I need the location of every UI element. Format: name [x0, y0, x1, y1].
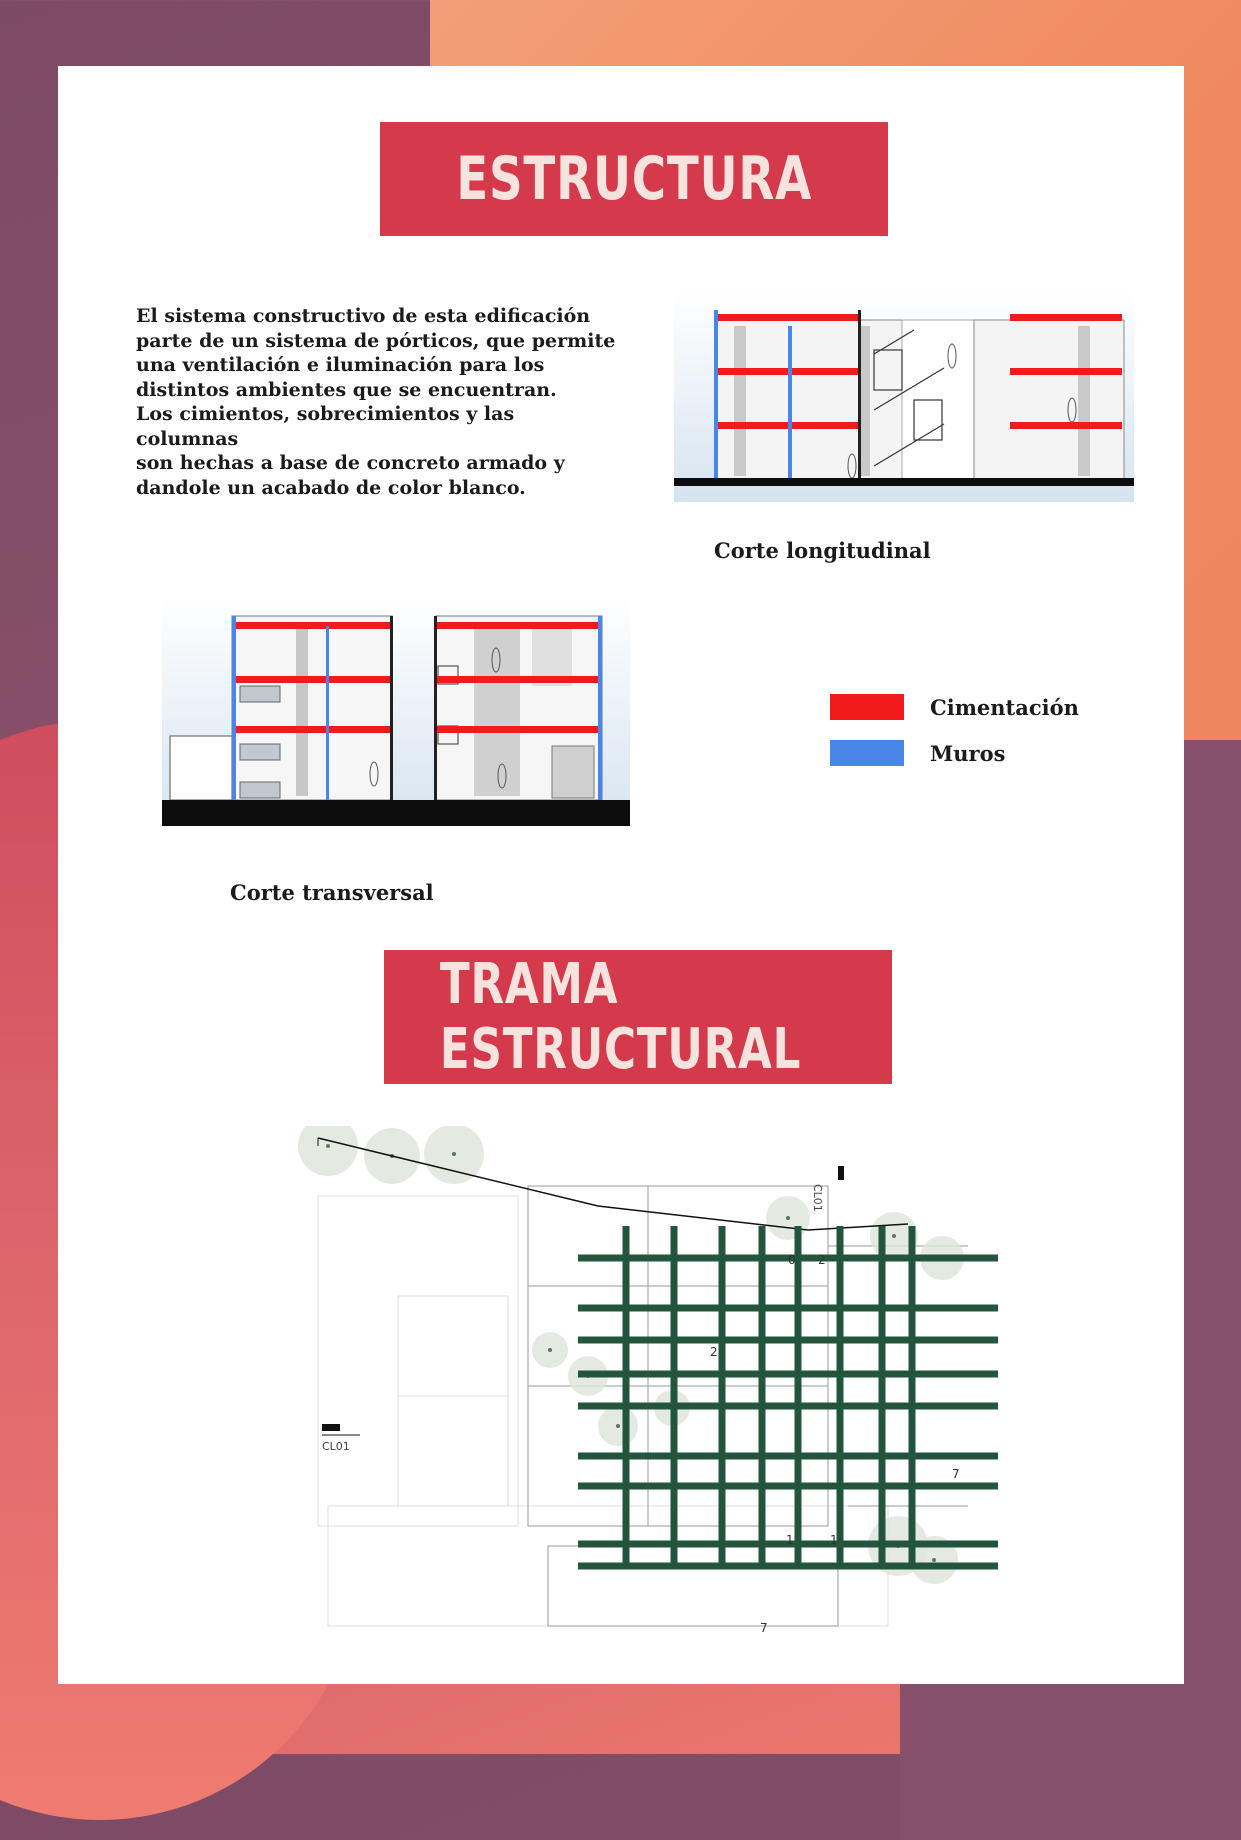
section-banner-trama-estructural	[384, 950, 892, 1084]
grid-column-line	[719, 1226, 726, 1566]
legend-item-muros	[830, 740, 1005, 766]
transversal-caption: Corte transversal	[230, 880, 434, 905]
grid-column-line	[795, 1226, 802, 1566]
grid-column-extension	[671, 1226, 678, 1246]
description-line: son hechas a base de concreto armado y	[136, 452, 565, 474]
tree-trunk-dot	[616, 1424, 620, 1428]
longitudinal-caption: Corte longitudinal	[714, 538, 931, 563]
grid-beam-line	[578, 1305, 998, 1312]
grid-beam-line	[578, 1563, 998, 1570]
room-number: 1	[786, 1533, 794, 1547]
tree-canopy	[298, 1126, 358, 1176]
cut-marker-top-flag	[838, 1166, 844, 1180]
description-line: El sistema constructivo de esta edificación	[136, 305, 591, 327]
room-number: 0	[788, 1253, 796, 1267]
longitudinal-section-drawing	[674, 290, 1134, 502]
room-number: 7	[952, 1467, 960, 1481]
grid-beam-line	[578, 1337, 998, 1344]
description-line: una ventilación e iluminación para los	[136, 354, 545, 376]
description-line: distintos ambientes que se encuentran.	[136, 378, 557, 401]
structural-grid-plan	[288, 1126, 1028, 1666]
grid-column-line	[671, 1226, 678, 1566]
cut-marker-left-label: CL01	[322, 1440, 350, 1453]
grid-column-extension	[719, 1226, 726, 1246]
section-banner-estructura	[380, 122, 888, 236]
legend-swatch	[830, 740, 904, 766]
grid-column-extension	[623, 1226, 630, 1246]
transversal-section-drawing	[162, 596, 630, 826]
room-number: 2	[818, 1253, 826, 1267]
room-number: 2	[710, 1345, 718, 1359]
tree-trunk-dot	[452, 1152, 456, 1156]
grid-column-line	[837, 1226, 844, 1566]
section-title: ESTRUCTURA	[456, 144, 812, 214]
legend-swatch	[830, 694, 904, 720]
structure-description	[136, 304, 656, 500]
room-number: 7	[760, 1621, 768, 1635]
grid-column-line	[879, 1226, 886, 1566]
legend-label: Muros	[930, 740, 1006, 766]
legend-label: Cimentación	[930, 694, 1079, 720]
grid-beam-line	[578, 1453, 998, 1460]
white-sheet	[58, 66, 1184, 1684]
tree-trunk-dot	[326, 1144, 330, 1148]
tree-trunk-dot	[786, 1216, 790, 1220]
grid-column-line	[909, 1226, 916, 1566]
grid-beam-line	[578, 1403, 998, 1410]
section-title: TRAMA ESTRUCTURAL	[439, 952, 802, 1082]
cut-marker-top-label: CL01	[811, 1184, 824, 1212]
description-line: dandole un acabado de color blanco.	[136, 476, 526, 499]
description-line: parte de un sistema de pórticos, que permite	[136, 329, 616, 352]
description-line: columnas	[136, 427, 239, 450]
grid-column-extension	[759, 1226, 766, 1246]
room-number: 1	[830, 1533, 838, 1547]
grid-beam-line	[578, 1371, 998, 1378]
grid-column-extension	[795, 1226, 802, 1246]
grid-column-line	[759, 1226, 766, 1566]
tree-trunk-dot	[932, 1558, 936, 1562]
cut-marker-left-flag	[322, 1424, 340, 1431]
tree-trunk-dot	[548, 1348, 552, 1352]
legend-item-cimentacion	[830, 694, 1079, 720]
tree-trunk-dot	[892, 1234, 896, 1238]
grid-beam-line	[578, 1483, 998, 1490]
grid-column-line	[623, 1226, 630, 1566]
description-line: Los cimientos, sobrecimientos y las	[136, 403, 515, 425]
grid-column-extension	[837, 1226, 844, 1246]
